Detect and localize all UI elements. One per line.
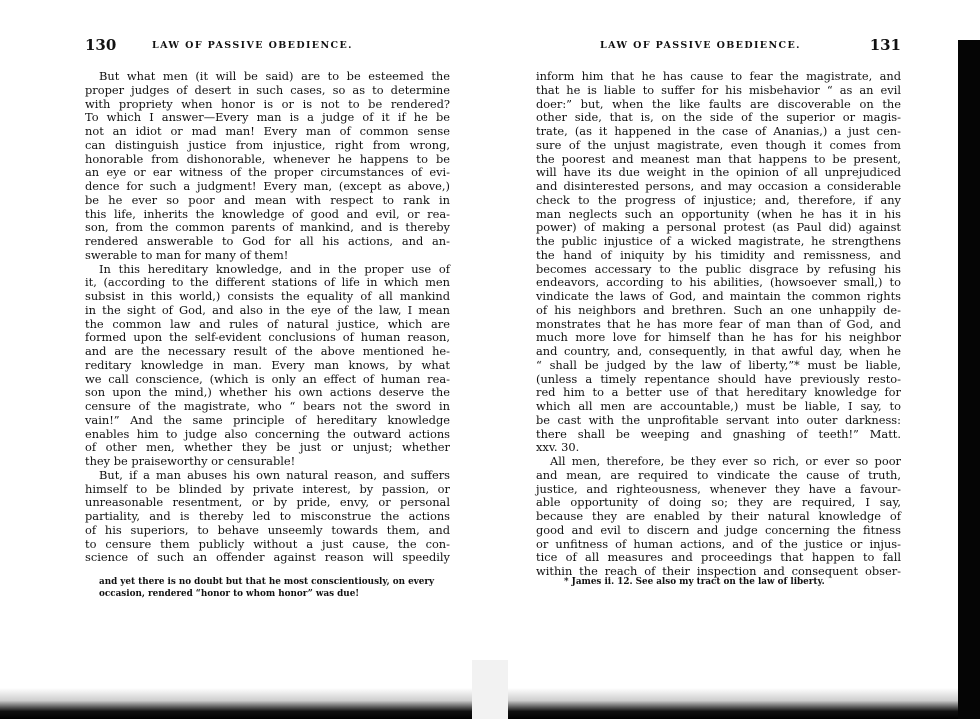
text-line: rendered answerable to God for all his actions, and an- [85, 234, 450, 248]
text-line: within the reach of their inspection and consequent obser- [536, 564, 901, 578]
text-line: good and evil to discern and judge concerning the fitness [536, 522, 901, 537]
text-line: proper judges of desert in such cases, so as to determine [85, 82, 450, 97]
text-line: But what men (it will be said) are to be esteemed the [99, 69, 450, 83]
text-line: much more love for himself than he has for his neighbor [536, 330, 901, 345]
text-line: “ shall be judged by the law of liberty,”* must be liable, [536, 357, 901, 372]
text-line: and country, and, consequently, in that awful day, when he [536, 344, 901, 358]
text-line: this life, inherits the knowledge of good and evil, or rea- [85, 206, 450, 221]
text-line: there shall be weeping and gnashing of teeth!” Matt. [536, 426, 901, 441]
text-line: power) of making a personal protest (as Paul did) against [536, 220, 901, 235]
text-line: unreasonable resentment, or by pride, envy, or personal [85, 495, 450, 510]
text-line: check to the progress of injustice; and, therefore, if any [536, 192, 901, 207]
text-line: endeavors, according to his abilities, (howsoever small,) to [536, 275, 901, 290]
text-line: the poorest and meanest man that happens to be present, [536, 151, 901, 166]
text-line: inform him that he has cause to fear the magistrate, and [536, 69, 901, 83]
text-line: with propriety when honor is or is not to be rendered? [85, 96, 450, 111]
text-line: son upon the mind,) whether his own actions deserve the [85, 385, 450, 400]
left-page [85, 36, 450, 599]
page-number: 130 [85, 36, 117, 54]
text-line: be cast with the unprofitable servant into outer darkness: [536, 412, 901, 427]
text-line: red him to a better use of that hereditary knowledge for [536, 385, 901, 400]
text-line: the hand of iniquity by his timidity and remissness, and [536, 247, 901, 262]
gutter-shadow [472, 660, 508, 719]
text-line: honorable from dishonorable, whenever he happens to be [85, 151, 450, 166]
footnote [99, 576, 450, 600]
text-line: But, if a man abuses his own natural reason, and suffers [99, 467, 450, 482]
text-line: and disinterested persons, and may occasion a considerable [536, 179, 901, 193]
text-line: of his superiors, to behave unseemly towards them, and [85, 522, 450, 537]
text-line: tice of all measures and proceedings that happen to fall [536, 550, 901, 565]
text-line: can distinguish justice from injustice, right from wrong, [85, 137, 450, 152]
text-line: an eye or ear witness of the proper circumstances of evi- [85, 165, 450, 180]
text-line: able opportunity of doing so; they are required, I say, [536, 495, 901, 510]
text-line: of other men, whether they be just or unjust; whether [85, 440, 450, 455]
text-line: xxv. 30. [536, 440, 580, 455]
text-line: formed upon the self-evident conclusions of human reason, [85, 330, 450, 345]
footnote [564, 576, 894, 588]
text-line: son, from the common parents of mankind, and is thereby [85, 220, 450, 235]
text-line: himself to be blinded by private interest, by passion, or [85, 481, 450, 496]
text-line: enables him to judge also concerning the outward actions [85, 426, 450, 441]
text-line: because they are enabled by their natural knowledge of [536, 509, 901, 523]
text-line: will have its due weight in the opinion of all unprejudiced [536, 165, 901, 180]
right-page [536, 36, 901, 587]
text-line: trate, (as it happened in the case of Ananias,) a just cen- [536, 124, 901, 138]
text-line: and mean, are required to vindicate the cause of truth, [536, 467, 901, 482]
running-head-title: LAW OF PASSIVE OBEDIENCE. [600, 40, 801, 51]
text-line: they be praiseworthy or censurable! [85, 454, 296, 468]
text-line: monstrates that he has more fear of man than of God, and [536, 316, 901, 331]
body-text [536, 70, 901, 579]
text-line: To which I answer—Every man is a judge of it if he be [85, 110, 450, 125]
text-line: partiality, and is thereby led to misconstrue the actions [85, 509, 450, 523]
text-line: (unless a timely repentance should have previously resto- [536, 371, 901, 386]
text-line: doer:” but, when the like faults are discoverable on the [536, 96, 901, 111]
text-line: man neglects such an opportunity (when he has it in his [536, 206, 901, 221]
text-line: vain!” And the same principle of hereditary knowledge [85, 412, 450, 427]
body-text [85, 70, 450, 565]
text-line: vindicate the laws of God, and maintain the common rights [536, 289, 901, 303]
text-line: that he is liable to suffer for his misbehavior “ as an evil [536, 82, 901, 97]
text-line: or unfitness of human actions, and of the justice or injus- [536, 536, 901, 551]
text-line: which all men are accountable,) must be liable, I say, to [536, 399, 901, 413]
footnote-line: * James ii. 12. See also my tract on the law of liberty. [564, 577, 825, 587]
text-line: swerable to man for many of them! [85, 247, 289, 262]
text-line: subsist in this world,) consists the equality of all mankind [85, 289, 450, 303]
scan-edge-right-margin [958, 40, 980, 719]
text-line: science of such an offender against reason will speedily [85, 550, 450, 565]
text-line: it, (according to the different stations of life in which men [85, 275, 450, 290]
text-line: reditary knowledge in man. Every man knows, by what [85, 357, 450, 372]
text-line: In this hereditary knowledge, and in the proper use of [99, 261, 450, 276]
text-line: justice, and righteousness, whenever they have a favour- [536, 481, 901, 496]
text-line: the public injustice of a wicked magistrate, he strengthens [536, 234, 901, 248]
footnote-line: and yet there is no doubt but that he most conscientiously, on every [99, 577, 435, 587]
text-line: to censure them publicly without a just cause, the con- [85, 536, 450, 551]
text-line: becomes accessary to the public disgrace by refusing his [536, 261, 901, 276]
page-number: 131 [869, 36, 901, 54]
running-head [536, 36, 901, 58]
text-line: dence for such a judgment! Every man, (except as above,) [85, 179, 450, 193]
text-line: of his neighbors and brethren. Such an one unhappily de- [536, 302, 901, 317]
running-head [85, 36, 450, 58]
text-line: the common law and rules of natural justice, which are [85, 316, 450, 331]
text-line: we call conscience, (which is only an effect of human rea- [85, 371, 450, 386]
text-line: in the sight of God, and also in the eye of the law, I mean [85, 302, 450, 317]
scan-edge-left [0, 688, 472, 719]
footnote-line: occasion, rendered “honor to whom honor” was due! [99, 589, 360, 599]
text-line: censure of the magistrate, who “ bears not the sword in [85, 399, 450, 413]
text-line: and are the necessary result of the above mentioned he- [85, 344, 450, 358]
text-line: All men, therefore, be they ever so rich, or ever so poor [550, 454, 901, 468]
text-line: be he ever so poor and mean with respect to rank in [85, 192, 450, 207]
scan-edge-right [508, 688, 980, 719]
text-line: other side, that is, on the side of the superior or magis- [536, 110, 901, 125]
text-line: sure of the unjust magistrate, even though it comes from [536, 137, 901, 152]
text-line: not an idiot or mad man! Every man of common sense [85, 124, 450, 138]
running-head-title: LAW OF PASSIVE OBEDIENCE. [152, 40, 353, 51]
